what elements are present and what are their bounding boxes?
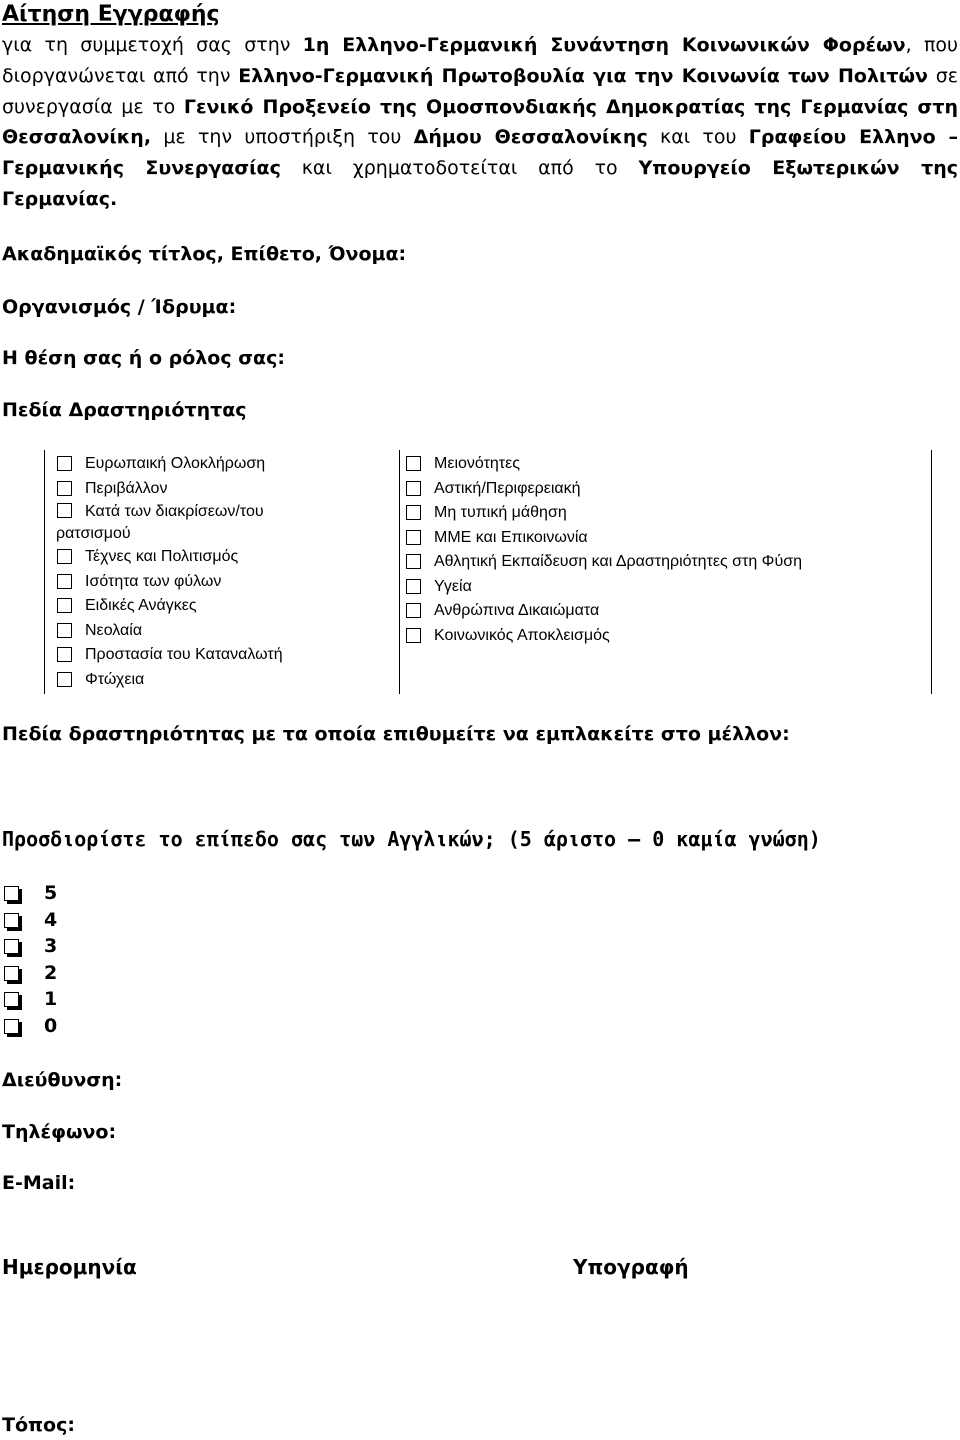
activity-option[interactable] xyxy=(405,477,925,502)
checkbox-icon[interactable] xyxy=(406,456,421,471)
intro-ministry: Υπουργείο Εξωτερικών της Γερμανίας. xyxy=(2,157,958,210)
activity-option[interactable] xyxy=(405,624,925,649)
checkbox-icon[interactable] xyxy=(57,574,72,589)
intro-consulate: Γενικό Προξενείο της Ομοσπονδιακής Δημοκρατίας της Γερμανίας στη Θεσσαλονίκη, xyxy=(2,95,958,149)
english-level-question: Προσδιορίστε το επίπεδο σας των Αγγλικών; (5 άριστο – 0 καμία γνώση) xyxy=(2,827,821,851)
checkbox-icon[interactable] xyxy=(406,530,421,545)
activity-option-label: Νεολαία xyxy=(85,621,143,639)
activity-areas-heading: Πεδία Δραστηριότητας xyxy=(2,399,247,421)
activity-option[interactable] xyxy=(56,477,386,502)
activity-option[interactable] xyxy=(56,545,386,570)
intro-organizer: Ελληνο-Γερμανική Πρωτοβουλία για την Κοινωνία των Πολιτών xyxy=(238,64,928,87)
checkbox-icon[interactable] xyxy=(406,579,421,594)
activity-option-label: Ανθρώπινα Δικαιώματα xyxy=(434,602,600,619)
intro-paragraph xyxy=(2,30,958,215)
activity-option-label: Περιβάλλον xyxy=(85,479,168,497)
activity-option-label: Προστασία του Καταναλωτή xyxy=(85,646,283,663)
organization-field-label: Οργανισμός / Ίδρυμα: xyxy=(2,296,237,318)
activity-option[interactable] xyxy=(405,526,925,551)
checkbox-icon[interactable] xyxy=(4,939,19,954)
intro-text-1: για τη συμμετοχή σας στην xyxy=(2,34,303,56)
checkbox-icon[interactable] xyxy=(57,456,72,471)
checkbox-icon[interactable] xyxy=(57,549,72,564)
signature-row xyxy=(0,1255,960,1281)
activity-option[interactable] xyxy=(405,452,925,477)
checkbox-icon[interactable] xyxy=(57,672,72,687)
activity-option-label: Ισότητα των φύλων xyxy=(85,572,222,590)
english-level-value: 5 xyxy=(44,882,58,904)
column-divider xyxy=(399,450,400,694)
activity-column-right xyxy=(405,452,925,648)
checkbox-icon[interactable] xyxy=(4,886,19,901)
activity-option-label: Μη τυπική μάθηση xyxy=(434,504,567,521)
intro-text-3: σε συνεργασία με το xyxy=(2,64,959,118)
checkbox-icon[interactable] xyxy=(57,623,72,638)
address-field-label: Διεύθυνση: xyxy=(2,1069,123,1091)
activity-option-label: Υγεία xyxy=(434,577,472,595)
checkbox-icon[interactable] xyxy=(406,554,421,569)
activity-option[interactable] xyxy=(56,594,386,619)
activity-option[interactable] xyxy=(405,575,925,600)
place-field-label: Τόπος: xyxy=(2,1414,75,1436)
english-level-option[interactable] xyxy=(2,933,57,960)
activity-option[interactable] xyxy=(56,452,386,477)
email-field-label: E-Mail: xyxy=(2,1172,76,1194)
future-areas-label: Πεδία δραστηριότητας με τα οποία επιθυμείτε να εμπλακείτε στο μέλλον: xyxy=(2,723,790,745)
english-level-value: 1 xyxy=(44,988,58,1011)
activity-option[interactable] xyxy=(405,599,925,624)
checkbox-icon[interactable] xyxy=(57,503,72,518)
activity-option[interactable] xyxy=(56,619,386,644)
english-level-value: 0 xyxy=(44,1014,58,1037)
english-level-option[interactable] xyxy=(2,986,57,1013)
activity-option-label-continued: ρατσισμού xyxy=(56,525,131,542)
english-level-value: 3 xyxy=(44,935,58,958)
english-level-option[interactable] xyxy=(2,960,57,987)
checkbox-icon[interactable] xyxy=(406,481,421,496)
activity-option-label: Φτώχεια xyxy=(85,670,145,688)
intro-text-6: και χρηματοδοτείται από το xyxy=(280,157,639,180)
role-field-label: Η θέση σας ή ο ρόλος σας: xyxy=(2,347,285,369)
checkbox-icon[interactable] xyxy=(4,992,19,1007)
intro-event-name: 1η Ελληνο-Γερμανική Συνάντηση Κοινωνικών Φορέων xyxy=(302,34,906,56)
name-field-label: Ακαδημαϊκός τίτλος, Επίθετο, Όνομα: xyxy=(2,243,407,265)
activity-option[interactable] xyxy=(56,501,386,545)
activity-option-label: Ευρωπαική Ολοκλήρωση xyxy=(85,455,266,472)
checkbox-icon[interactable] xyxy=(57,481,72,496)
checkbox-icon[interactable] xyxy=(4,1019,19,1034)
activity-option-label: Ειδικές Ανάγκες xyxy=(85,597,197,614)
english-level-option[interactable] xyxy=(2,880,57,907)
checkbox-icon[interactable] xyxy=(4,913,19,928)
form-title: Αίτηση Εγγραφής xyxy=(2,2,220,27)
activity-option[interactable] xyxy=(56,570,386,595)
activity-option-label: Τέχνες και Πολιτισμός xyxy=(85,548,239,565)
english-level-option[interactable] xyxy=(2,907,57,934)
activity-option-label: Αθλητική Εκπαίδευση και Δραστηριότητες στη Φύση xyxy=(434,553,802,570)
activity-option[interactable] xyxy=(56,668,386,693)
activity-option-label: ΜΜΕ και Επικοινωνία xyxy=(434,528,588,546)
activity-areas-table xyxy=(44,450,932,694)
activity-column-left xyxy=(56,452,386,692)
checkbox-icon[interactable] xyxy=(57,598,72,613)
signature-label: Υπογραφή xyxy=(573,1255,689,1279)
checkbox-icon[interactable] xyxy=(406,505,421,520)
activity-option-label: Κατά των διακρίσεων/του xyxy=(85,503,264,520)
intro-municipality: Δήμου Θεσσαλονίκης xyxy=(413,126,648,149)
activity-option-label: Κοινωνικός Αποκλεισμός xyxy=(434,626,610,644)
phone-field-label: Τηλέφωνο: xyxy=(2,1121,117,1143)
activity-option[interactable] xyxy=(56,643,386,668)
date-label: Ημερομηνία xyxy=(2,1255,137,1279)
english-level-options xyxy=(2,880,57,1040)
checkbox-icon[interactable] xyxy=(406,628,421,643)
checkbox-icon[interactable] xyxy=(57,647,72,662)
checkbox-icon[interactable] xyxy=(4,966,19,981)
activity-option-label: Μειονότητες xyxy=(434,455,520,472)
activity-option-label: Αστική/Περιφερειακή xyxy=(434,479,581,497)
intro-text-5: και του xyxy=(647,126,749,149)
activity-option[interactable] xyxy=(405,501,925,526)
checkbox-icon[interactable] xyxy=(406,603,421,618)
intro-text-2: , που διοργανώνεται από την xyxy=(2,34,959,87)
english-level-option[interactable] xyxy=(2,1013,57,1040)
english-level-value: 4 xyxy=(44,908,58,931)
english-level-value: 2 xyxy=(44,961,58,984)
intro-office: Γραφείου Ελληνο – Γερμανικής Συνεργασίας xyxy=(2,126,959,180)
intro-text-4: με την υποστήριξη του xyxy=(151,126,414,149)
activity-option[interactable] xyxy=(405,550,925,575)
